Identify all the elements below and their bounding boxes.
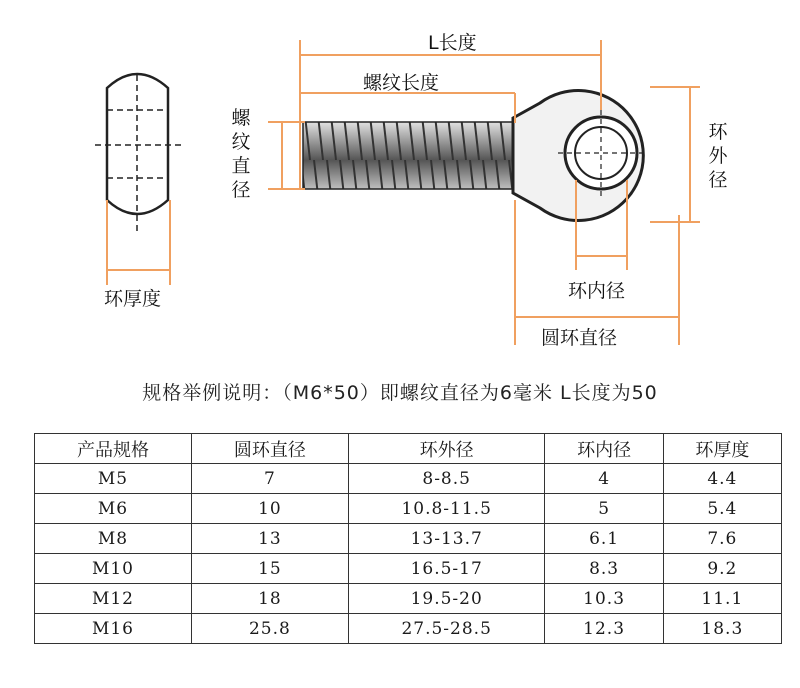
table-cell: 10.3 [545, 584, 663, 614]
table-cell: 9.2 [663, 554, 781, 584]
table-cell: 12.3 [545, 614, 663, 644]
thread-shank [303, 122, 515, 189]
table-cell: 4.4 [663, 464, 781, 494]
table-row [35, 584, 782, 614]
table-cell: 13 [191, 524, 348, 554]
header-ring-thickness: 环厚度 [663, 434, 781, 464]
table-cell: M8 [35, 524, 192, 554]
header-spec: 产品规格 [35, 434, 192, 464]
table-cell: 19.5-20 [348, 584, 545, 614]
table-cell: 10 [191, 494, 348, 524]
table-cell: 11.1 [663, 584, 781, 614]
table-cell: 16.5-17 [348, 554, 545, 584]
header-ring-outer: 环外径 [348, 434, 545, 464]
eye-head [513, 90, 644, 220]
table-cell: M10 [35, 554, 192, 584]
table-cell: 8-8.5 [348, 464, 545, 494]
table-row [35, 614, 782, 644]
table-cell: 5.4 [663, 494, 781, 524]
table-cell: 5 [545, 494, 663, 524]
table-cell: M5 [35, 464, 192, 494]
table-row [35, 554, 782, 584]
table-cell: 4 [545, 464, 663, 494]
spec-table [34, 433, 782, 644]
ring-side-view [95, 74, 182, 235]
table-cell: 13-13.7 [348, 524, 545, 554]
table-cell: 10.8-11.5 [348, 494, 545, 524]
header-round-ring-diameter: 圆环直径 [191, 434, 348, 464]
label-length: L长度 [428, 32, 477, 54]
table-cell: 25.8 [191, 614, 348, 644]
table-cell: 18 [191, 584, 348, 614]
label-ring-thickness: 环厚度 [104, 288, 162, 310]
table-cell: 18.3 [663, 614, 781, 644]
label-ring-outer: 环 外 径 [708, 121, 728, 191]
table-cell: M16 [35, 614, 192, 644]
label-round-ring-diameter: 圆环直径 [541, 327, 618, 349]
table-cell: 7.6 [663, 524, 781, 554]
table-row [35, 524, 782, 554]
label-ring-inner: 环内径 [568, 280, 626, 302]
table-cell: 6.1 [545, 524, 663, 554]
table-row [35, 494, 782, 524]
table-cell: M12 [35, 584, 192, 614]
label-thread-length: 螺纹长度 [363, 72, 440, 94]
table-cell: M6 [35, 494, 192, 524]
table-header-row [35, 434, 782, 464]
table-cell: 7 [191, 464, 348, 494]
table-cell: 15 [191, 554, 348, 584]
header-ring-inner: 环内径 [545, 434, 663, 464]
table-row [35, 464, 782, 494]
table-cell: 27.5-28.5 [348, 614, 545, 644]
spec-example-caption: 规格举例说明：（M6*50）即螺纹直径为6毫米 L长度为50 [142, 382, 658, 404]
table-cell: 8.3 [545, 554, 663, 584]
label-thread-diameter: 螺 纹 直 径 [231, 107, 251, 201]
